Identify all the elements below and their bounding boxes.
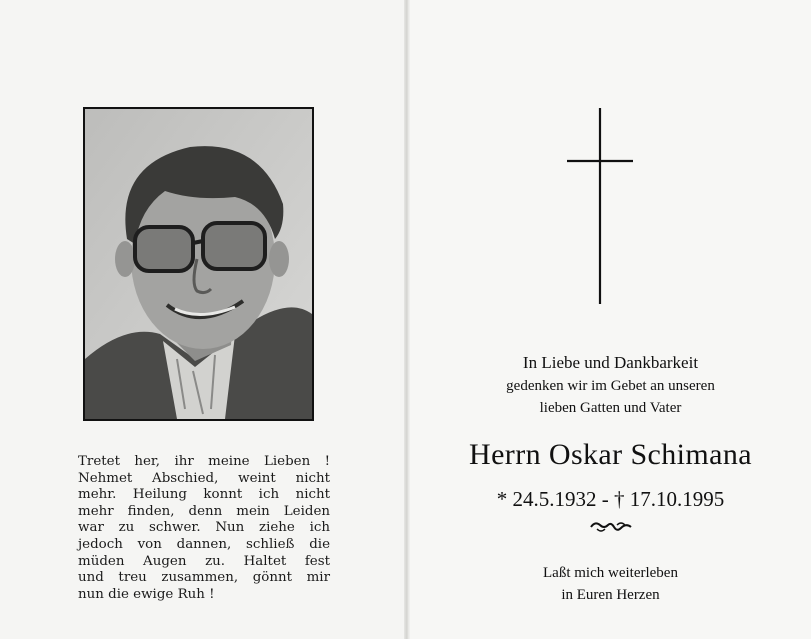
closing-line-1: Laßt mich weiterleben — [543, 565, 678, 581]
intro-line-2: gedenken wir im Gebet an unseren — [506, 378, 715, 394]
poem-line: jedoch von dannen, schließ die — [78, 536, 330, 552]
ornament-icon — [589, 519, 633, 535]
poem-line: und treu zusammen, gönnt mir — [78, 570, 330, 586]
poem-line: mehr. Heilung konnt ich nicht — [78, 487, 330, 503]
poem-line: Nehmet Abschied, weint nicht — [78, 470, 330, 486]
poem-line: nun die ewige Ruh ! — [78, 586, 215, 602]
intro-line-3: lieben Gatten und Vater — [539, 400, 682, 416]
poem-line: mehr finden, denn mein Leiden — [78, 503, 330, 519]
life-dates: * 24.5.1932 - † 17.10.1995 — [496, 487, 725, 511]
poem-line: war zu schwer. Nun ziehe ich — [78, 520, 330, 536]
poem-line: müden Augen zu. Haltet fest — [78, 553, 330, 569]
intro-line-1: In Liebe und Dankbarkeit — [522, 353, 699, 372]
deceased-name: Herrn Oskar Schimana — [469, 438, 752, 471]
closing-line-2: in Euren Herzen — [561, 587, 660, 603]
poem-line: Tretet her, ihr meine Lieben ! — [78, 454, 330, 469]
